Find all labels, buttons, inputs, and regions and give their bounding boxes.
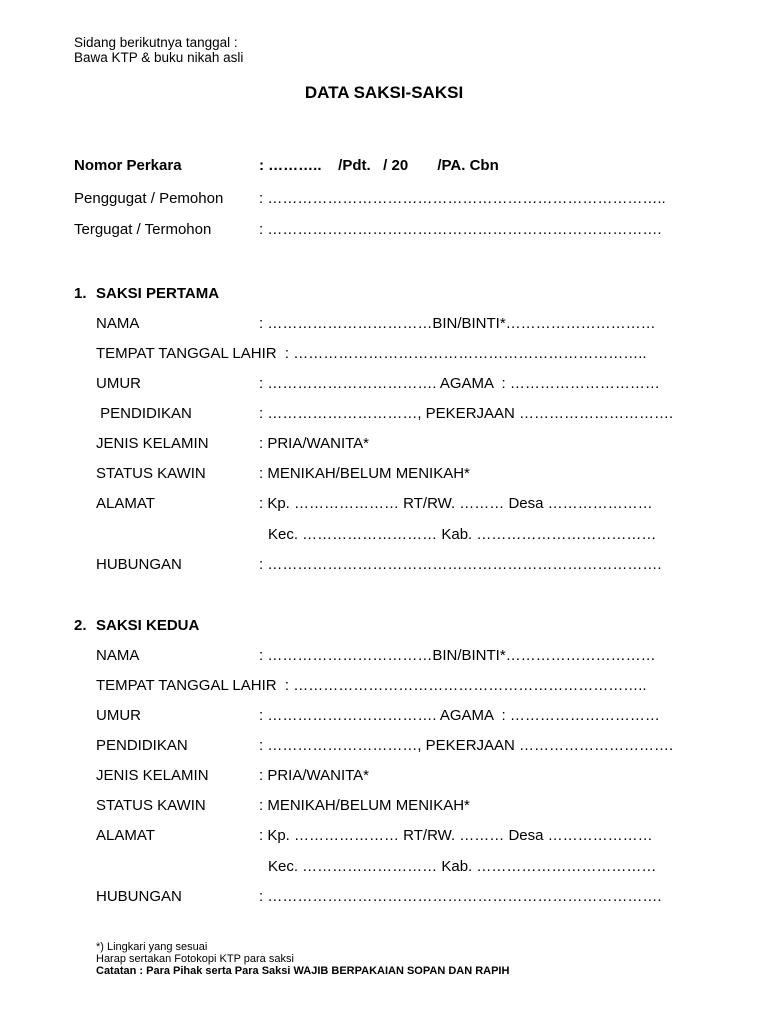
case-number-value: : ……….. /Pdt. / 20 /PA. Cbn	[259, 157, 499, 174]
case-number-label: Nomor Perkara	[74, 157, 182, 174]
witness-2-age-label: UMUR	[96, 707, 141, 724]
witness-1-relation-value: : …………………………………………………………………….	[259, 556, 662, 573]
witness-2-address-line2: Kec. ……………………… Kab. ………………………………	[268, 858, 657, 875]
witness-2-relation-label: HUBUNGAN	[96, 888, 182, 905]
defendant-value: : …………………………………………………………………….	[259, 221, 662, 238]
witness-1-gender-label: JENIS KELAMIN	[96, 435, 209, 452]
witness-2-name-value: : ……………………………BIN/BINTI*…………………………	[259, 647, 656, 664]
witness-2-gender-value: : PRIA/WANITA*	[259, 767, 370, 784]
witness-1-birth-field: TEMPAT TANGGAL LAHIR : ……………………………………………………………..	[96, 345, 647, 362]
header-next-hearing: Sidang berikutnya tanggal :	[74, 35, 238, 50]
witness-2-address-line1: : Kp. ………………… RT/RW. ……… Desa …………………	[259, 827, 653, 844]
witness-2-education-value: : …………………………, PEKERJAAN ………………………….	[259, 737, 674, 754]
footnote-ktp-copy: Harap sertakan Fotokopi KTP para saksi	[96, 953, 294, 965]
witness-2-marital-value: : MENIKAH/BELUM MENIKAH*	[259, 797, 470, 814]
witness-1-name-label: NAMA	[96, 315, 140, 332]
plaintiff-value: : ……………………………………………………………………..	[259, 190, 666, 207]
defendant-label: Tergugat / Termohon	[74, 221, 212, 238]
witness-1-name-value: : ……………………………BIN/BINTI*…………………………	[259, 315, 656, 332]
witness-2-age-value: : ……………………………. AGAMA : …………………………	[259, 707, 660, 724]
witness-1-address-line1: : Kp. ………………… RT/RW. ……… Desa …………………	[259, 495, 653, 512]
witness-1-gender-value: : PRIA/WANITA*	[259, 435, 370, 452]
witness-2-address-label: ALAMAT	[96, 827, 155, 844]
witness-2-marital-label: STATUS KAWIN	[96, 797, 206, 814]
witness-2-education-label: PENDIDIKAN	[96, 737, 188, 754]
witness-2-relation-value: : …………………………………………………………………….	[259, 888, 662, 905]
header-bring-documents: Bawa KTP & buku nikah asli	[74, 50, 244, 65]
witness-1-address-line2: Kec. ……………………… Kab. ………………………………	[268, 526, 657, 543]
witness-1-address-label: ALAMAT	[96, 495, 155, 512]
witness-1-education-label: PENDIDIKAN	[96, 405, 192, 422]
footnote-dress-code: Catatan : Para Pihak serta Para Saksi WAJIB BERPAKAIAN SOPAN DAN RAPIH	[96, 965, 510, 977]
witness-1-marital-value: : MENIKAH/BELUM MENIKAH*	[259, 465, 470, 482]
page-title: DATA SAKSI-SAKSI	[304, 83, 464, 102]
witness-2-birth-field: TEMPAT TANGGAL LAHIR : ……………………………………………………………..	[96, 677, 647, 694]
witness-1-heading: SAKSI PERTAMA	[96, 285, 220, 302]
plaintiff-label: Penggugat / Pemohon	[74, 190, 224, 207]
witness-2-number: 2.	[74, 617, 87, 634]
footnote-circle-applicable: *) Lingkari yang sesuai	[96, 941, 208, 953]
witness-1-number: 1.	[74, 285, 87, 302]
witness-1-age-value: : ……………………………. AGAMA : …………………………	[259, 375, 660, 392]
witness-1-marital-label: STATUS KAWIN	[96, 465, 206, 482]
witness-1-relation-label: HUBUNGAN	[96, 556, 182, 573]
witness-1-education-value: : …………………………, PEKERJAAN ………………………….	[259, 405, 674, 422]
witness-2-gender-label: JENIS KELAMIN	[96, 767, 209, 784]
witness-2-name-label: NAMA	[96, 647, 140, 664]
witness-2-heading: SAKSI KEDUA	[96, 617, 200, 634]
witness-1-age-label: UMUR	[96, 375, 141, 392]
